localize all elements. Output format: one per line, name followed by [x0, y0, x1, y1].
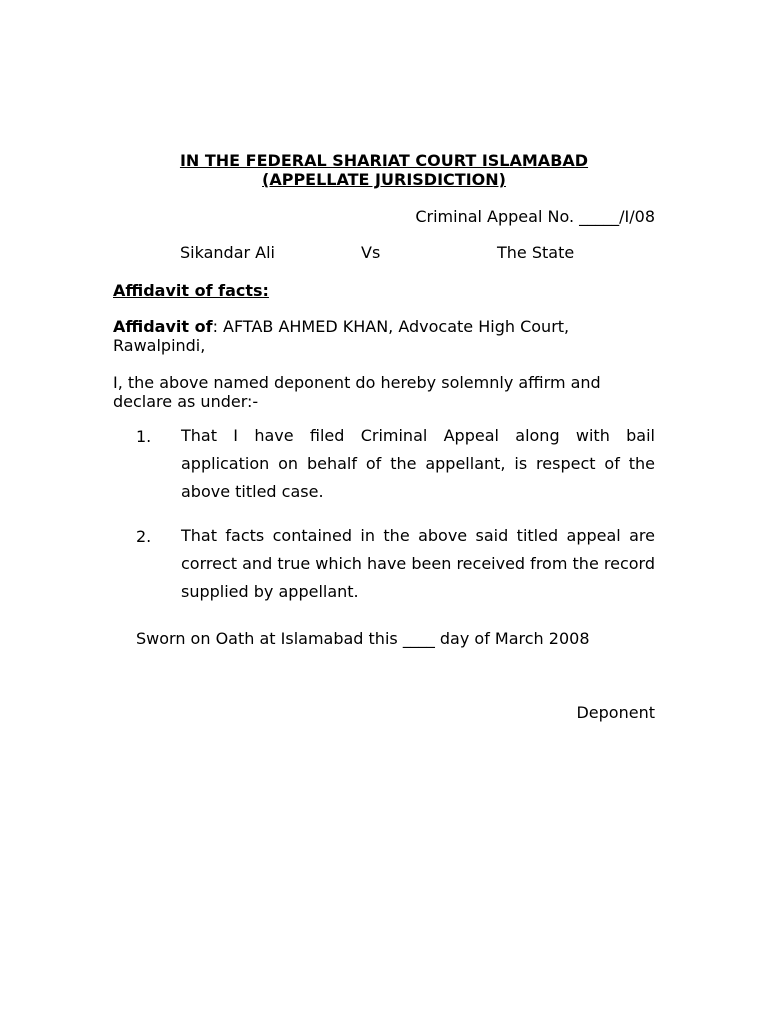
affidavit-of-paragraph [113, 317, 655, 355]
respondent-name: The State [497, 243, 575, 262]
deponent-signature-label: Deponent [576, 703, 655, 722]
court-heading: IN THE FEDERAL SHARIAT COURT ISLAMABAD [179, 151, 589, 170]
appeal-number: Criminal Appeal No. _____/I/08 [415, 207, 655, 226]
appellant-name: Sikandar Ali [180, 243, 275, 262]
section-title: Affidavit of facts: [113, 281, 269, 300]
versus-label: Vs [361, 243, 381, 262]
list-item-text: That facts contained in the above said titled appeal are correct and true which have been received from the record supplied by appellant. [181, 526, 655, 601]
jurisdiction-heading: (APPELLATE JURISDICTION) [262, 170, 506, 189]
affidavit-of-label: Affidavit of [113, 317, 213, 336]
affidavit-of-text: : AFTAB AHMED KHAN, Advocate High Court, Rawalpindi, [113, 317, 570, 355]
sworn-statement: Sworn on Oath at Islamabad this ____ day of March 2008 [136, 629, 590, 648]
list-item-number: 1. [136, 427, 152, 446]
declaration-paragraph: I, the above named deponent do hereby solemnly affirm and declare as under:- [113, 373, 601, 411]
list-item-text: That I have filed Criminal Appeal along with bail application on behalf of the appellant, is respect of the above titled case. [181, 426, 655, 501]
list-item-number: 2. [136, 527, 152, 546]
case-parties [180, 243, 655, 263]
